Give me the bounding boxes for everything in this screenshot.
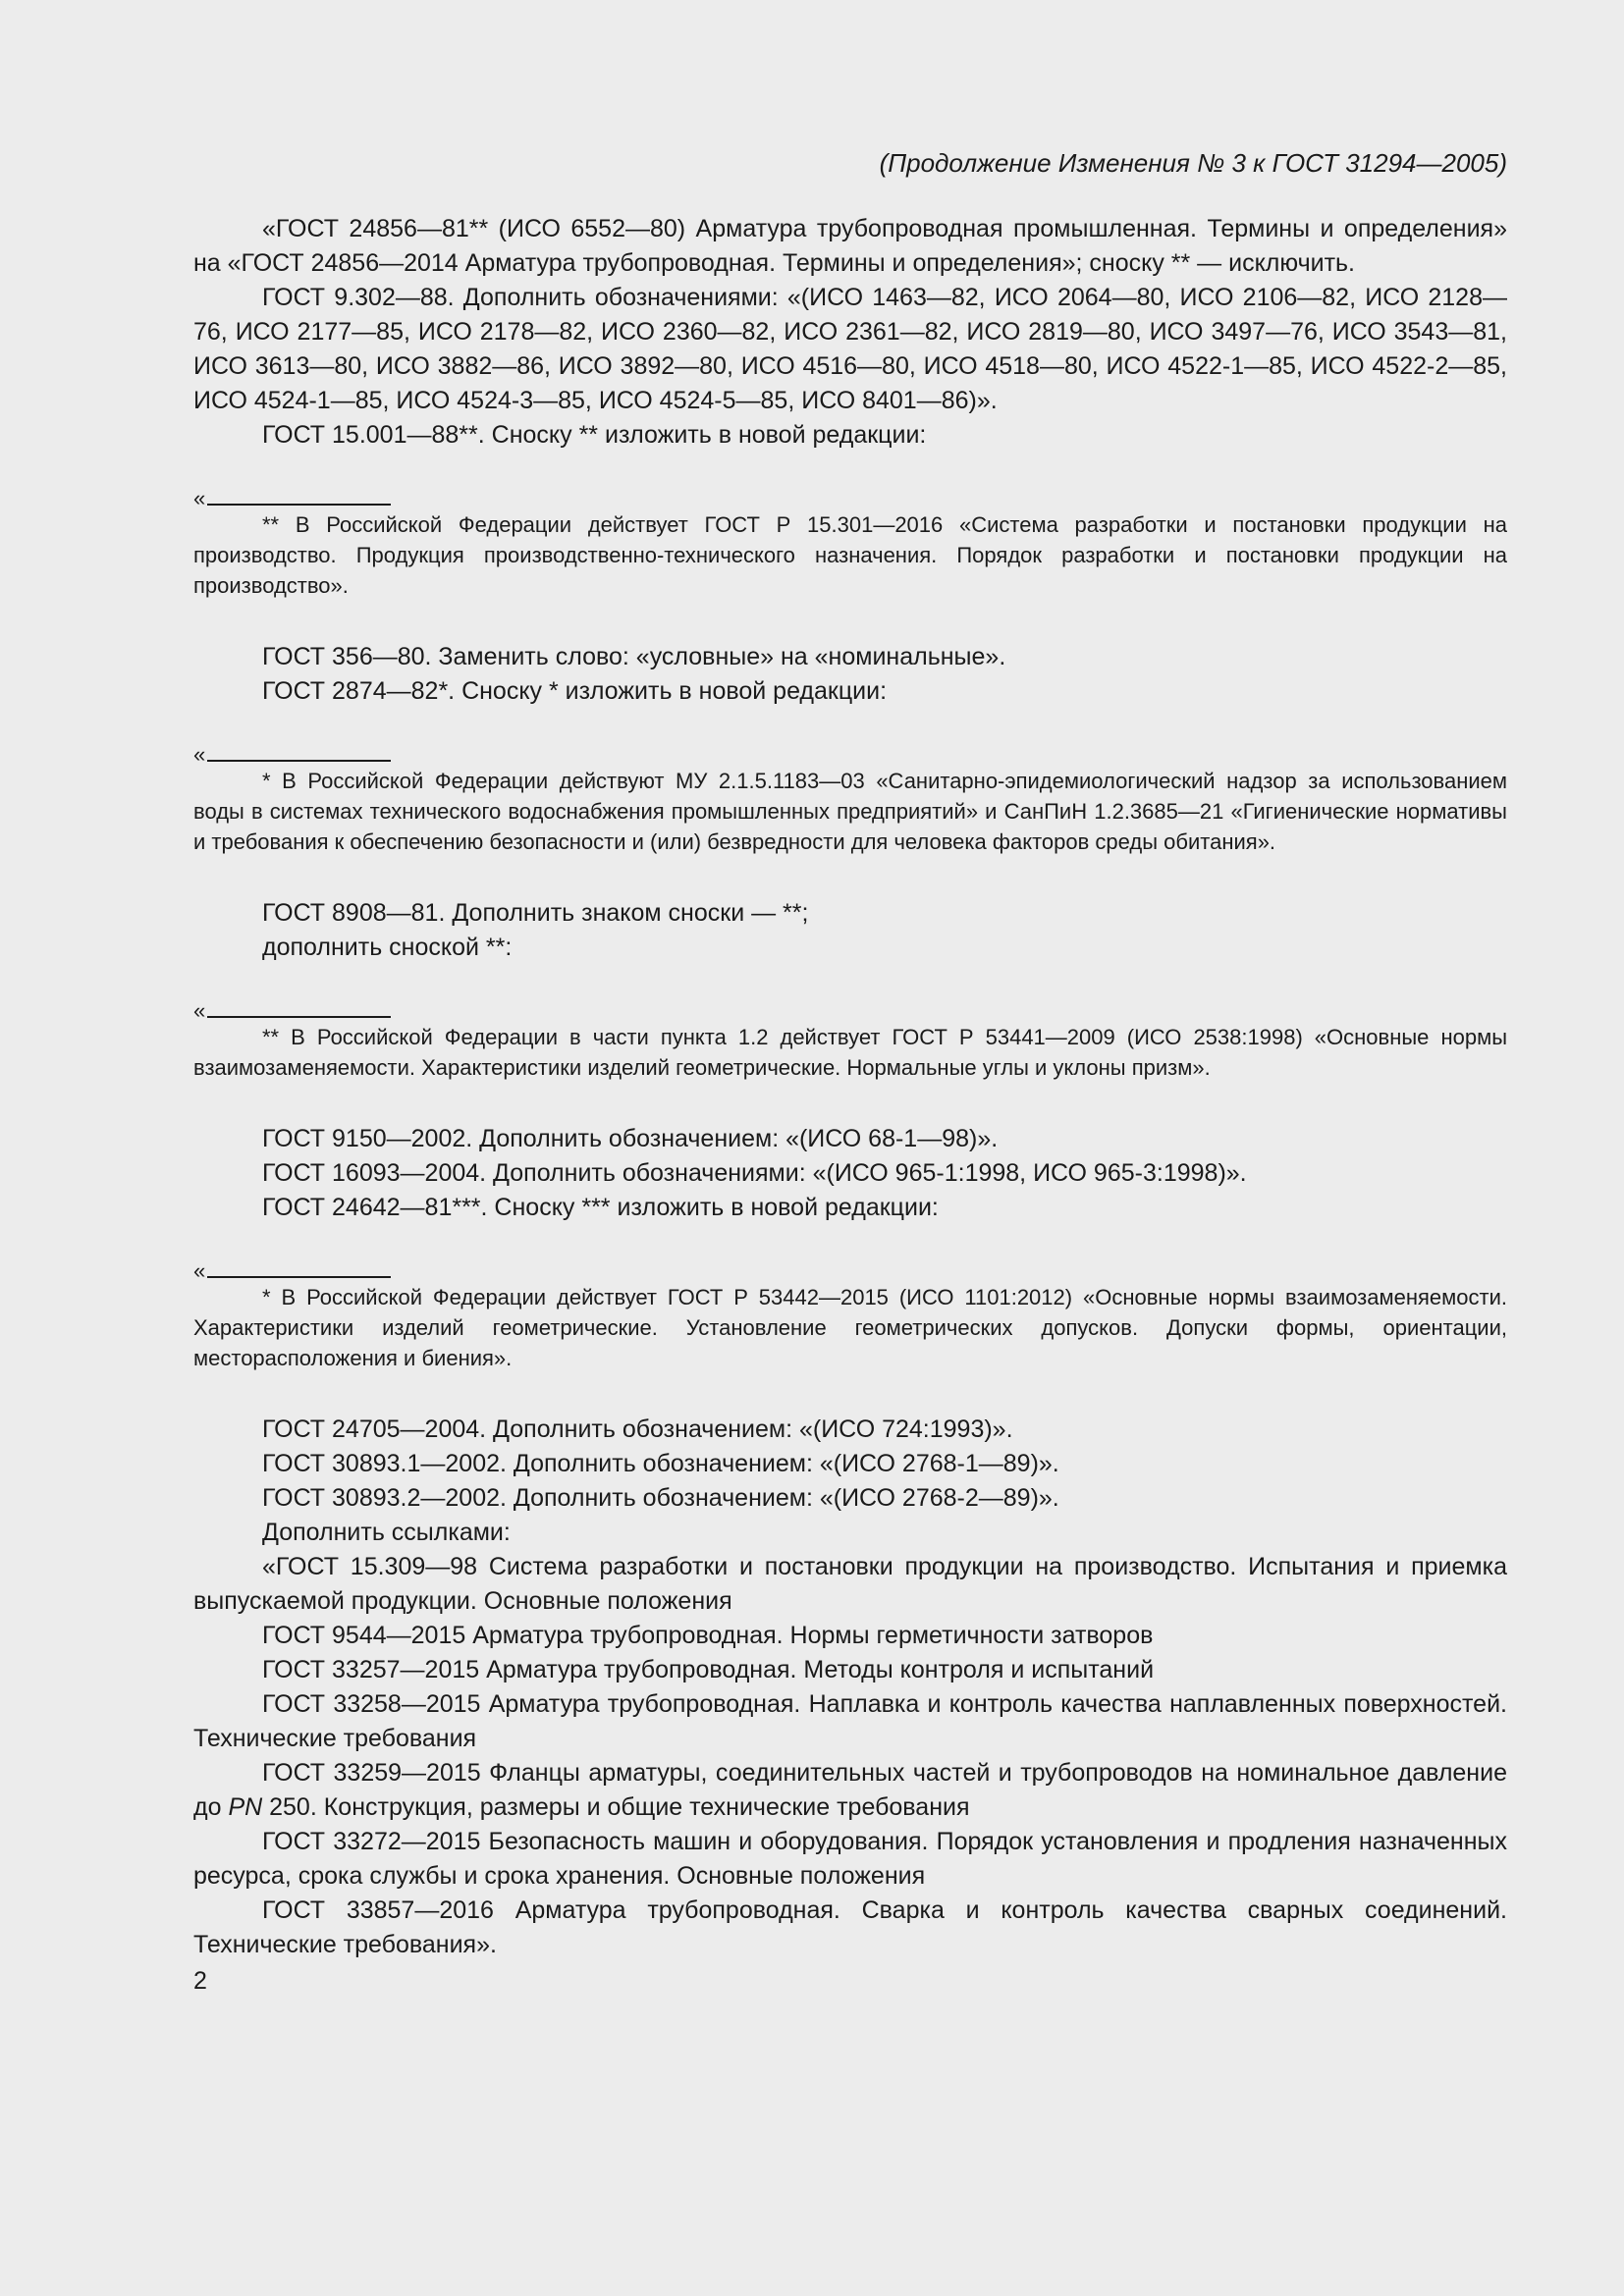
paragraph: ГОСТ 24705—2004. Дополнить обозначением: «(ИСО 724:1993)». (262, 1415, 1013, 1443)
footnote-rule (207, 1276, 391, 1278)
footnote-text: ** В Российской Федерации действует ГОСТ Р 15.301—2016 «Система разработки и постановки продукции на производство. Продукция производственно-технического назначения. Порядок разработки и постановки продукции на производство». (193, 512, 1507, 598)
paragraph: ГОСТ 16093—2004. Дополнить обозначениями: «(ИСО 965-1:1998, ИСО 965-3:1998)». (262, 1159, 1247, 1187)
paragraph: ГОСТ 30893.2—2002. Дополнить обозначением: «(ИСО 2768-2—89)». (262, 1484, 1059, 1512)
paragraph: ГОСТ 9150—2002. Дополнить обозначением: «(ИСО 68-1—98)». (262, 1125, 999, 1152)
footnote-quote-mark: « (193, 486, 206, 510)
paragraph: дополнить сноской **: (262, 934, 513, 961)
paragraph: ГОСТ 8908—81. Дополнить знаком сноски — **; (262, 899, 809, 927)
footnote-quote-mark: « (193, 742, 206, 767)
footnote-text: * В Российской Федерации действует ГОСТ Р 53442—2015 (ИСО 1101:2012) «Основные нормы взаимозаменяемости. Характеристики изделий геометрические. Установление геометрических допусков. Допуски формы, ориентации, месторасположения и биения». (193, 1285, 1507, 1370)
page-number: 2 (193, 1967, 207, 1995)
footnote-rule (207, 504, 391, 506)
reference-item: ГОСТ 33257—2015 Арматура трубопроводная. Методы контроля и испытаний (262, 1656, 1155, 1683)
paragraph: ГОСТ 2874—82*. Сноску * изложить в новой редакции: (262, 677, 888, 705)
footnote-separator (193, 998, 1507, 1022)
footnote-separator (193, 486, 1507, 509)
reference-item: ГОСТ 33258—2015 Арматура трубопроводная. Наплавка и контроль качества наплавленных поверхностей. Технические требования (193, 1690, 1507, 1752)
paragraph: ГОСТ 24642—81***. Сноску *** изложить в новой редакции: (262, 1194, 939, 1221)
footnote-quote-mark: « (193, 1258, 206, 1283)
paragraph: ГОСТ 30893.1—2002. Дополнить обозначением: «(ИСО 2768-1—89)». (262, 1450, 1059, 1477)
paragraph: ГОСТ 15.001—88**. Сноску ** изложить в новой редакции: (262, 421, 927, 449)
footnote-separator (193, 1258, 1507, 1282)
page-header: (Продолжение Изменения № 3 к ГОСТ 31294—2005) (879, 148, 1507, 178)
footnote-text: * В Российской Федерации действуют МУ 2.1.5.1183—03 «Санитарно-эпидемиологический надзор за использованием воды в системах технического водоснабжения промышленных предприятий» и СанПиН 1.2.3685—21 «Гигиенические нормативы и требования к обеспечению безопасности и (или) безвредности для человека факторов среды обитания». (193, 769, 1507, 854)
footnote-text: ** В Российской Федерации в части пункта 1.2 действует ГОСТ Р 53441—2009 (ИСО 2538:1998) «Основные нормы взаимозаменяемости. Характеристики изделий геометрические. Нормальные углы и уклоны призм». (193, 1025, 1507, 1080)
document-page (193, 145, 1507, 1999)
footnote-rule (207, 1016, 391, 1018)
paragraph: ГОСТ 356—80. Заменить слово: «условные» на «номинальные». (262, 643, 1006, 670)
reference-item: ГОСТ 33272—2015 Безопасность машин и оборудования. Порядок установления и продления назначенных ресурса, срока службы и срока хранения. Основные положения (193, 1828, 1507, 1890)
reference-text: ГОСТ 33259—2015 Фланцы арматуры, соединительных частей и трубопроводов на номинальное давление до (193, 1759, 1507, 1821)
reference-item (193, 1756, 1507, 1825)
paragraph: ГОСТ 9.302—88. Дополнить обозначениями: «(ИСО 1463—82, ИСО 2064—80, ИСО 2106—82, ИСО 2128—76, ИСО 2177—85, ИСО 2178—82, ИСО 2360—82, ИСО 2361—82, ИСО 2819—80, ИСО 3497—76, ИСО 3543—81, ИСО 3613—80, ИСО 3882—86, ИСО 3892—80, ИСО 4516—80, ИСО 4518—80, ИСО 4522-1—85, ИСО 4522-2—85, ИСО 4524-1—85, ИСО 4524-3—85, ИСО 4524-5—85, ИСО 8401—86)». (193, 284, 1507, 414)
reference-item: «ГОСТ 15.309—98 Система разработки и постановки продукции на производство. Испытания и приемка выпускаемой продукции. Основные положения (193, 1553, 1507, 1615)
footnote-separator (193, 742, 1507, 766)
footnote-rule (207, 760, 391, 762)
reference-item: ГОСТ 9544—2015 Арматура трубопроводная. Нормы герметичности затворов (262, 1622, 1154, 1649)
footnote-quote-mark: « (193, 998, 206, 1023)
pn-symbol: PN (228, 1793, 263, 1821)
paragraph: Дополнить ссылками: (262, 1519, 511, 1546)
paragraph: «ГОСТ 24856—81** (ИСО 6552—80) Арматура трубопроводная промышленная. Термины и определения» на «ГОСТ 24856—2014 Арматура трубопроводная. Термины и определения»; сноску ** — исключить. (193, 215, 1507, 277)
reference-text: 250. Конструкция, размеры и общие технические требования (262, 1793, 970, 1821)
reference-item: ГОСТ 33857—2016 Арматура трубопроводная. Сварка и контроль качества сварных соединений. Технические требования». (193, 1896, 1507, 1958)
